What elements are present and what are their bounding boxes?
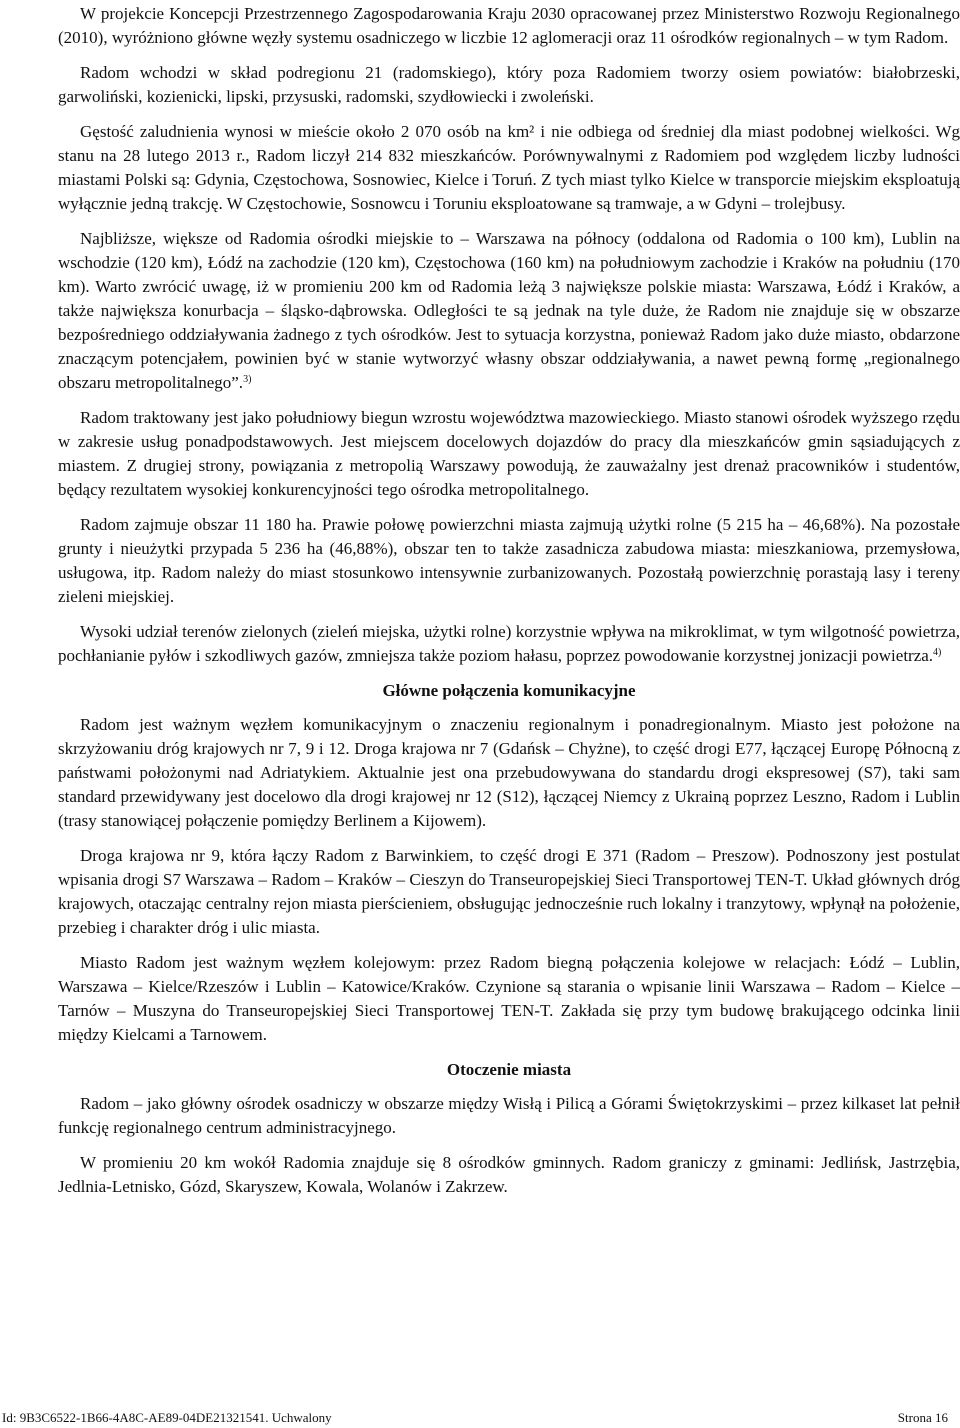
page-number: Strona 16 (897, 1410, 948, 1425)
paragraph-green-areas-text: Wysoki udział terenów zielonych (zieleń miejska, użytki rolne) korzystnie wpływa na mikroklimat, w tym wilgotność powietrza, pochłanianie pyłów i szkodliwych gazów, zmniejsza także poziom hałasu, poprzez powodowanie korzystnej jonizacji powietrza. (58, 622, 960, 665)
paragraph-podregion: Radom wchodzi w skład podregionu 21 (radomskiego), który poza Radomiem tworzy osiem powiatów: białobrzeski, garwoliński, kozienicki, lipski, przysuski, radomski, szydłowiecki i zwoleński. (58, 63, 960, 106)
paragraph-region-center: Radom – jako główny ośrodek osadniczy w obszarze między Wisłą i Pilicą a Górami Świętokrzyskimi – przez kilkaset lat pełnił funkcję regionalnego centrum administracyjnego. (58, 1094, 960, 1137)
document-id: Id: 9B3C6522-1B66-4A8C-AE89-04DE21321541. Uchwalony (2, 1410, 332, 1425)
paragraph-growth-pole: Radom traktowany jest jako południowy biegun wzrostu województwa mazowieckiego. Miasto stanowi ośrodek wyższego rzędu w zakresie usług ponadpodstawowych. Jest miejscem docelowych dojazdów do pracy dla mieszkańców gmin sąsiadujących z miastem. Z drugiej strony, powiązania z metropolią Warszawy powodują, że zauważalny jest drenaż pracowników i studentów, będący rezultatem wysokiej konkurencyjności tego ośrodka metropolitalnego. (58, 408, 960, 499)
paragraph-kpzk: W projekcie Koncepcji Przestrzennego Zagospodarowania Kraju 2030 opracowanej przez Ministerstwo Rozwoju Regionalnego (2010), wyróżniono główne węzły systemu osadniczego w liczbie 12 aglomeracji oraz 11 ośrodków regionalnych – w tym Radom. (58, 4, 960, 47)
paragraph-neighbouring-gminas: W promieniu 20 km wokół Radomia znajduje się 8 ośrodków gminnych. Radom graniczy z gminami: Jedlińsk, Jastrzębia, Jedlnia-Letnisko, Gózd, Skaryszew, Kowala, Wolanów i Zakrzew. (58, 1153, 960, 1196)
footnote-ref-3: 3) (243, 374, 252, 385)
paragraph-road-9: Droga krajowa nr 9, która łączy Radom z Barwinkiem, to część drogi E 371 (Radom – Preszow). Podnoszony jest postulat wpisania drogi S7 Warszawa – Radom – Kraków – Cieszyn do Transeuropejskiej Sieci Transportowej TEN-T. Układ głównych dróg krajowych, otaczając centralny rejon miasta pierścieniem, obsługując jednocześnie ruch lokalny i tranzytowy, wpłynął na położenie, przebieg i charakter dróg i ulic miasta. (58, 846, 960, 937)
paragraph-green-areas (58, 620, 960, 668)
paragraph-nearest-cities-text: Najbliższe, większe od Radomia ośrodki miejskie to – Warszawa na północy (oddalona od Radomia o 100 km), Lublin na wschodzie (120 km), Łódź na zachodzie (120 km), Częstochowa (160 km) na południowym zachodzie i Kraków na południu (170 km). Warto zwrócić uwagę, iż w promieniu 200 km od Radomia leżą 3 największe polskie miasta: Warszawa, Łódź i Kraków, a także największa konurbacja – śląsko-dąbrowska. Odległości te są jednak na tyle duże, że Radom nie znajduje się w obszarze bezpośredniego oddziaływania żadnego z tych ośrodków. Jest to sytuacja korzystna, ponieważ Radom jako duże miasto, obdarzone znaczącym potencjałem, powinien być w stanie wytworzyć własny obszar oddziaływania, a nawet pewną formę „regionalnego obszaru metropolitalnego”. (58, 229, 960, 392)
heading-surroundings: Otoczenie miasta (446, 1060, 572, 1079)
paragraph-nearest-cities (58, 227, 960, 395)
paragraph-transport-node: Radom jest ważnym węzłem komunikacyjnym o znaczeniu regionalnym i ponadregionalnym. Miasto jest położone na skrzyżowaniu dróg krajowych nr 7, 9 i 12. Droga krajowa nr 7 (Gdańsk – Chyżne), to część drogi E77, łączącej Europę Północną z państwami położonymi nad Adriatykiem. Aktualnie jest ona przebudowywana do standardu drogi ekspresowej (S7), taki sam standard przewidywany jest docelowo dla drogi krajowej nr 12 (S12), łączącej Niemcy z Ukrainą poprzez Leszno, Radom i Lublin (trasy stanowiącej połączenie pomiędzy Berlinem a Kijowem). (58, 715, 960, 830)
footnote-ref-4: 4) (933, 647, 942, 658)
page-footer (0, 1408, 960, 1428)
paragraph-area: Radom zajmuje obszar 11 180 ha. Prawie połowę powierzchni miasta zajmują użytki rolne (5 215 ha – 46,68%). Na pozostałe grunty i nieużytki przypada 5 236 ha (46,88%), obszar ten to także zasadnicza zabudowa miasta: mieszkaniowa, przemysłowa, usługowa, itp. Radom należy do miast stosunkowo intensywnie zurbanizowanych. Pozostałą powierzchnię porastają lasy i tereny zieleni miejskiej. (58, 515, 960, 606)
paragraph-population: Gęstość zaludnienia wynosi w mieście około 2 070 osób na km² i nie odbiega od średniej dla miast podobnej wielkości. Wg stanu na 28 lutego 2013 r., Radom liczył 214 832 mieszkańców. Porównywalnymi z Radomiem pod względem liczby ludności miastami Polski są: Gdynia, Częstochowa, Sosnowiec, Kielce i Toruń. Z tych miast tylko Kielce w transporcie miejskim eksploatują wyłącznie jedną trakcję. W Częstochowie, Sosnowcu i Toruniu eksploatowane są tramwaje, a w Gdyni – trolejbusy. (58, 122, 960, 213)
heading-transport: Główne połączenia komunikacyjne (382, 681, 636, 700)
paragraph-railway: Miasto Radom jest ważnym węzłem kolejowym: przez Radom biegną połączenia kolejowe w relacjach: Łódź – Lublin, Warszawa – Kielce/Rzeszów i Lublin – Katowice/Kraków. Czynione są starania o wpisanie linii Warszawa – Radom – Kielce – Tarnów – Muszyna do Transeuropejskiej Sieci Transportowej TEN-T. Zakłada się przy tym budowę brakującego odcinka linii między Kielcami a Tarnowem. (58, 953, 960, 1044)
document-page (58, 2, 960, 1210)
